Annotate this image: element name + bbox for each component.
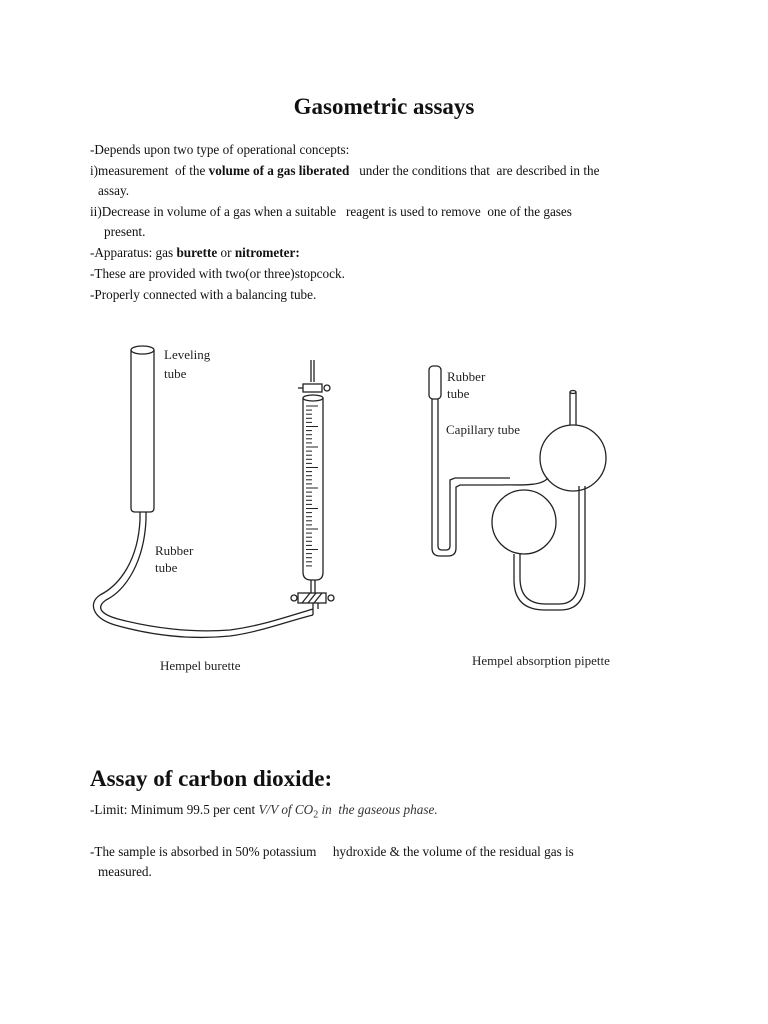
burette-graduations [306,406,318,566]
intro-line-8: -Properly connected with a balancing tube. [90,287,317,302]
page-title: Gasometric assays [293,94,475,119]
intro-line-3: assay. [98,183,130,198]
co2-subscript: 2 [313,809,319,821]
apparatus-label: -Apparatus: gas [90,245,177,260]
intro-line-2-start: i)measurement of the [90,163,209,178]
capillary-tube-label: Capillary tube [446,422,521,437]
or-text: or [217,245,235,260]
section-heading: Assay of carbon dioxide: [90,766,333,791]
leveling-tube [131,346,154,520]
limit-line [90,802,438,824]
rubber-tube [93,520,313,637]
right-rubber-label: Rubber [447,369,486,384]
left-rubber-label: Rubber [155,543,194,558]
intro-line-2-end: under the conditions that are described in the [349,163,600,178]
leveling-label: Leveling [164,347,211,362]
limit-phase: in the gaseous phase. [318,802,438,817]
burette-term: burette [176,245,218,260]
intro-line-5: present. [104,224,146,239]
right-rubber-tube-label: tube [447,386,470,401]
sample-line-2: measured. [98,864,152,879]
limit-text: -Limit: Minimum 99.5 per cent [90,802,259,817]
nitrometer-term: nitrometer: [234,245,300,260]
absorption-pipette [429,366,606,610]
intro-line-7: -These are provided with two(or three)stopcock. [90,266,345,281]
limit-vv: V/V of CO [258,802,314,817]
intro-line-1: -Depends upon two type of operational concepts: [90,142,350,157]
sample-line-1: -The sample is absorbed in 50% potassium hydroxide & the volume of the residual gas is [90,844,574,859]
intro-line-2-bold: volume of a gas liberated [208,163,350,178]
intro-line-4: ii)Decrease in volume of a gas when a suitable reagent is used to remove one of the gases [90,204,572,219]
hempel-pipette-caption: Hempel absorption pipette [472,653,610,668]
hempel-burette-caption: Hempel burette [160,658,241,673]
leveling-tube-label: tube [164,366,187,381]
limit-italic [258,802,438,821]
left-rubber-tube-label: tube [155,560,178,575]
